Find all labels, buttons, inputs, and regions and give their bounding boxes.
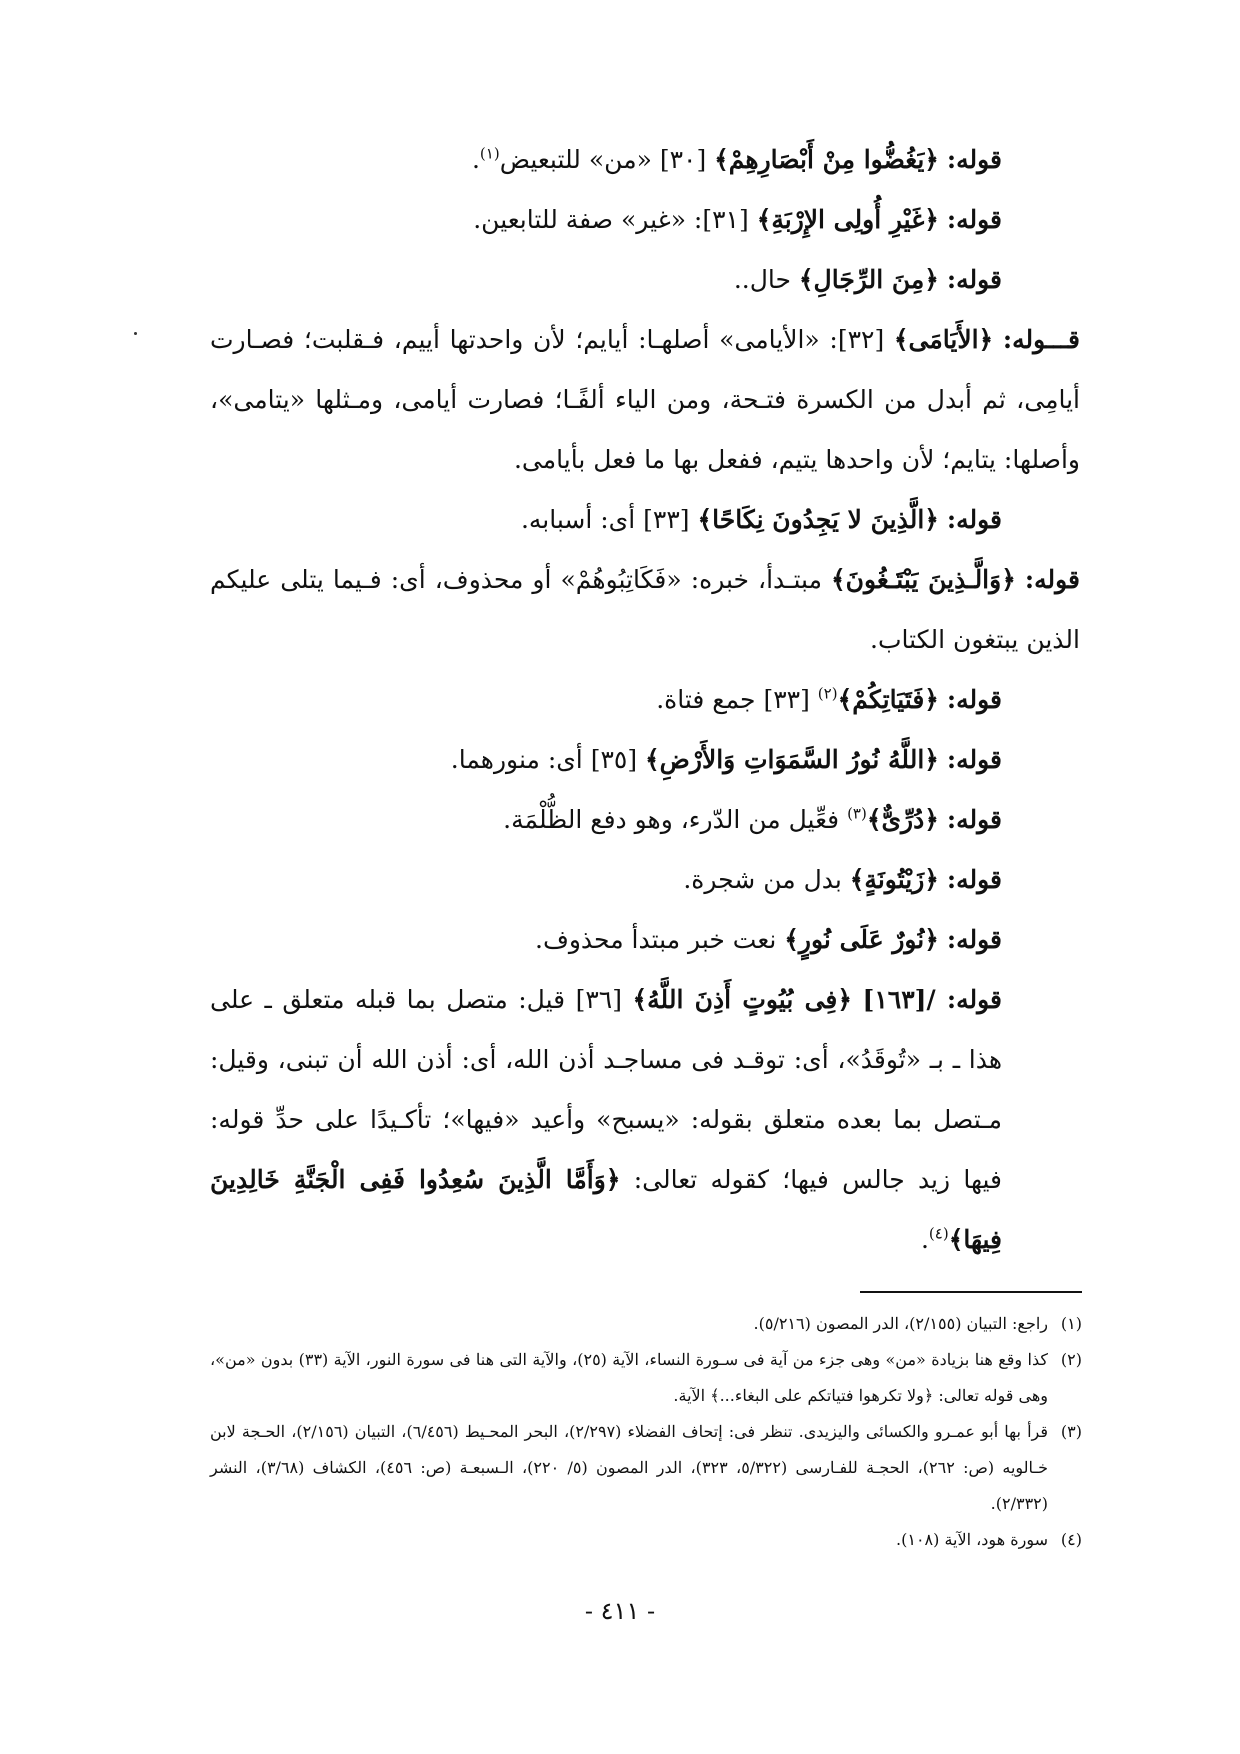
footnote-number: (٣) — [1060, 1422, 1082, 1441]
entry-end: . — [471, 145, 480, 174]
entry-line — [210, 310, 1080, 490]
entry-text: [٣٢]: «الأيامى» أصلهـا: أيايم؛ لأن واحدتها أييم، فـقلبت؛ فصـارت أيامِى، ثم أبدل من الكسرة فتـحة، ومن الياء ألفًـا؛ فصارت أيامى، ومـثلها «يتامى»، وأصلها: يتايم؛ لأن واحدها يتيم، ففعل بها ما فعل بأيامى. — [210, 325, 1080, 474]
entry-line — [210, 550, 1080, 670]
quran-phrase: ﴿الأَيَامَى﴾ — [893, 325, 994, 354]
entry-line — [210, 490, 1080, 550]
entry-line — [210, 790, 1080, 850]
footnote-ref[interactable]: (٢) — [817, 684, 838, 703]
entry-text: فعِّيل من الدّرء، وهو دفع الظُّلْمَة. — [503, 805, 848, 834]
entry-line — [210, 250, 1080, 310]
entry-text: [٣٣] أى: أسبابه. — [520, 505, 698, 534]
quran-phrase: ﴿نُورٌ عَلَى نُورٍ﴾ — [784, 925, 939, 954]
entry-keyword: قوله: — [946, 685, 1002, 714]
entry-text: [٣٣] جمع فتاة. — [656, 685, 818, 714]
quran-citation: ﴿وَأَمَّا الَّذِينَ سُعِدُوا فَفِى الْجَنَّةِ خَالِدِينَ فِيهَا﴾ — [210, 1165, 1002, 1254]
entry-keyword: قوله: — [946, 265, 1002, 294]
commentary-body — [210, 130, 1080, 1270]
entry-line — [210, 670, 1080, 730]
quran-phrase: ﴿وَالَّـذِينَ يَبْتَـغُونَ﴾ — [831, 565, 1016, 594]
entry-keyword: قوله: — [946, 925, 1002, 954]
quran-phrase: ﴿الَّذِينَ لا يَجِدُونَ نِكَاحًا﴾ — [697, 505, 939, 534]
footnote-number: (٢) — [1060, 1350, 1082, 1369]
entry-text: [٣٦] قيل: متصل بما قبله متعلق ـ على هذا ـ بـ «تُوقَدُ»، أى: توقـد فى مساجـد أذن الله، أى: أذن الله أن تبنى، وقيل: مـتصل بما بعده متعلق بقوله: «يسبح» وأعيد «فيها»؛ تأكـيدًا على حدِّ قوله: فيها زيد جالس فيها؛ كقوله تعالى: — [210, 985, 1002, 1194]
footnote — [210, 1414, 1082, 1522]
entry-text: نعت خبر مبتدأ محذوف. — [535, 925, 785, 954]
footnote — [210, 1522, 1082, 1558]
footnote-text: راجع: التبيان (٢/١٥٥)، الدر المصون (٥/٢١٦). — [753, 1314, 1048, 1333]
entry-keyword: قوله: — [946, 145, 1002, 174]
entry-text: [٣٠] «من» للتبعيض — [499, 145, 715, 174]
footnote-ref[interactable]: (٤) — [928, 1224, 949, 1243]
footnote-number: (١) — [1060, 1314, 1082, 1333]
entry-text: [٣١]: «غير» صفة للتابعين. — [473, 205, 757, 234]
footnote-number: (٤) — [1060, 1530, 1082, 1549]
entry-line — [210, 910, 1080, 970]
footnote-text: كذا وقع هنا بزيادة «من» وهى جزء من آية فى سـورة النساء، الآية (٢٥)، والآية التى هنا فى سورة النور، الآية (٣٣) بدون «من»، وهى قوله تعالى: ﴿ولا تكرهوا فتياتكم على البغاء...﴾ الآية. — [210, 1350, 1048, 1405]
entry-line — [210, 850, 1080, 910]
entry-line — [210, 970, 1080, 1270]
footnote — [210, 1306, 1082, 1342]
entry-keyword: قوله: — [946, 205, 1002, 234]
entry-keyword: قوله: /[١٦٣] — [862, 985, 1003, 1014]
quran-phrase: ﴿يَغُضُّوا مِنْ أَبْصَارِهِمْ﴾ — [714, 145, 939, 174]
entry-keyword: قوله: — [946, 805, 1002, 834]
margin-mark — [134, 332, 137, 335]
entry-text: بدل من شجرة. — [683, 865, 850, 894]
quran-phrase: ﴿غَيْرِ أُولِى الإِرْبَةِ﴾ — [756, 205, 939, 234]
entry-end: . — [920, 1225, 929, 1254]
footnote-text: قرأ بها أبو عمـرو والكسائى واليزيدى. تنظر فى: إتحاف الفضلاء (٢/٢٩٧)، البحر المحـيط (٦/٤٥٦)، التبيان (٢/١٥٦)، الحـجة لابن خـالويه (ص: ٢٦٢)، الحجـة للفـارسى (٥/٣٢٢، ٣٢٣)، الدر المصون (٥/ ٢٢٠)، الـسبعـة (ص: ٤٥٦)، الكشاف (٣/٦٨)، النشر (٢/٣٣٢). — [210, 1422, 1049, 1513]
entry-keyword: قـــوله: — [1002, 325, 1081, 354]
entry-keyword: قوله: — [946, 505, 1002, 534]
footnote-text: سورة هود، الآية (١٠٨). — [896, 1530, 1048, 1549]
footnote-ref[interactable]: (٣) — [847, 804, 867, 823]
quran-phrase: ﴿اللَّهُ نُورُ السَّمَوَاتِ وَالأَرْضِ﴾ — [645, 745, 939, 774]
entry-line — [210, 190, 1080, 250]
quran-phrase: ﴿زَيْتُونَةٍ﴾ — [849, 865, 939, 894]
entry-line — [210, 730, 1080, 790]
entry-text: مبتـدأ، خبره: «فَكَاتِبُوهُمْ» أو محذوف، أى: فـيما يتلى عليكم الذين يبتغون الكتاب. — [210, 565, 1080, 654]
footnote-separator — [860, 1291, 1082, 1293]
quran-phrase: ﴿فَتَيَاتِكُمْ﴾ — [837, 685, 939, 714]
page-number: - ٤١١ - — [584, 1597, 656, 1625]
footnote — [210, 1342, 1082, 1414]
quran-phrase: ﴿مِنَ الرِّجَالِ﴾ — [798, 265, 939, 294]
entry-text: [٣٥] أى: منورهما. — [450, 745, 646, 774]
entry-keyword: قوله: — [946, 745, 1002, 774]
quran-phrase: ﴿دُرِّىٌّ﴾ — [866, 805, 939, 834]
footnotes — [210, 1306, 1082, 1558]
quran-phrase: ﴿فِى بُيُوتٍ أَذِنَ اللَّهُ﴾ — [632, 985, 853, 1014]
footnote-ref[interactable]: (١) — [479, 144, 500, 163]
entry-text: حال.. — [733, 265, 799, 294]
entry-line — [210, 130, 1080, 190]
entry-keyword: قوله: — [1024, 565, 1081, 594]
entry-keyword: قوله: — [946, 865, 1002, 894]
